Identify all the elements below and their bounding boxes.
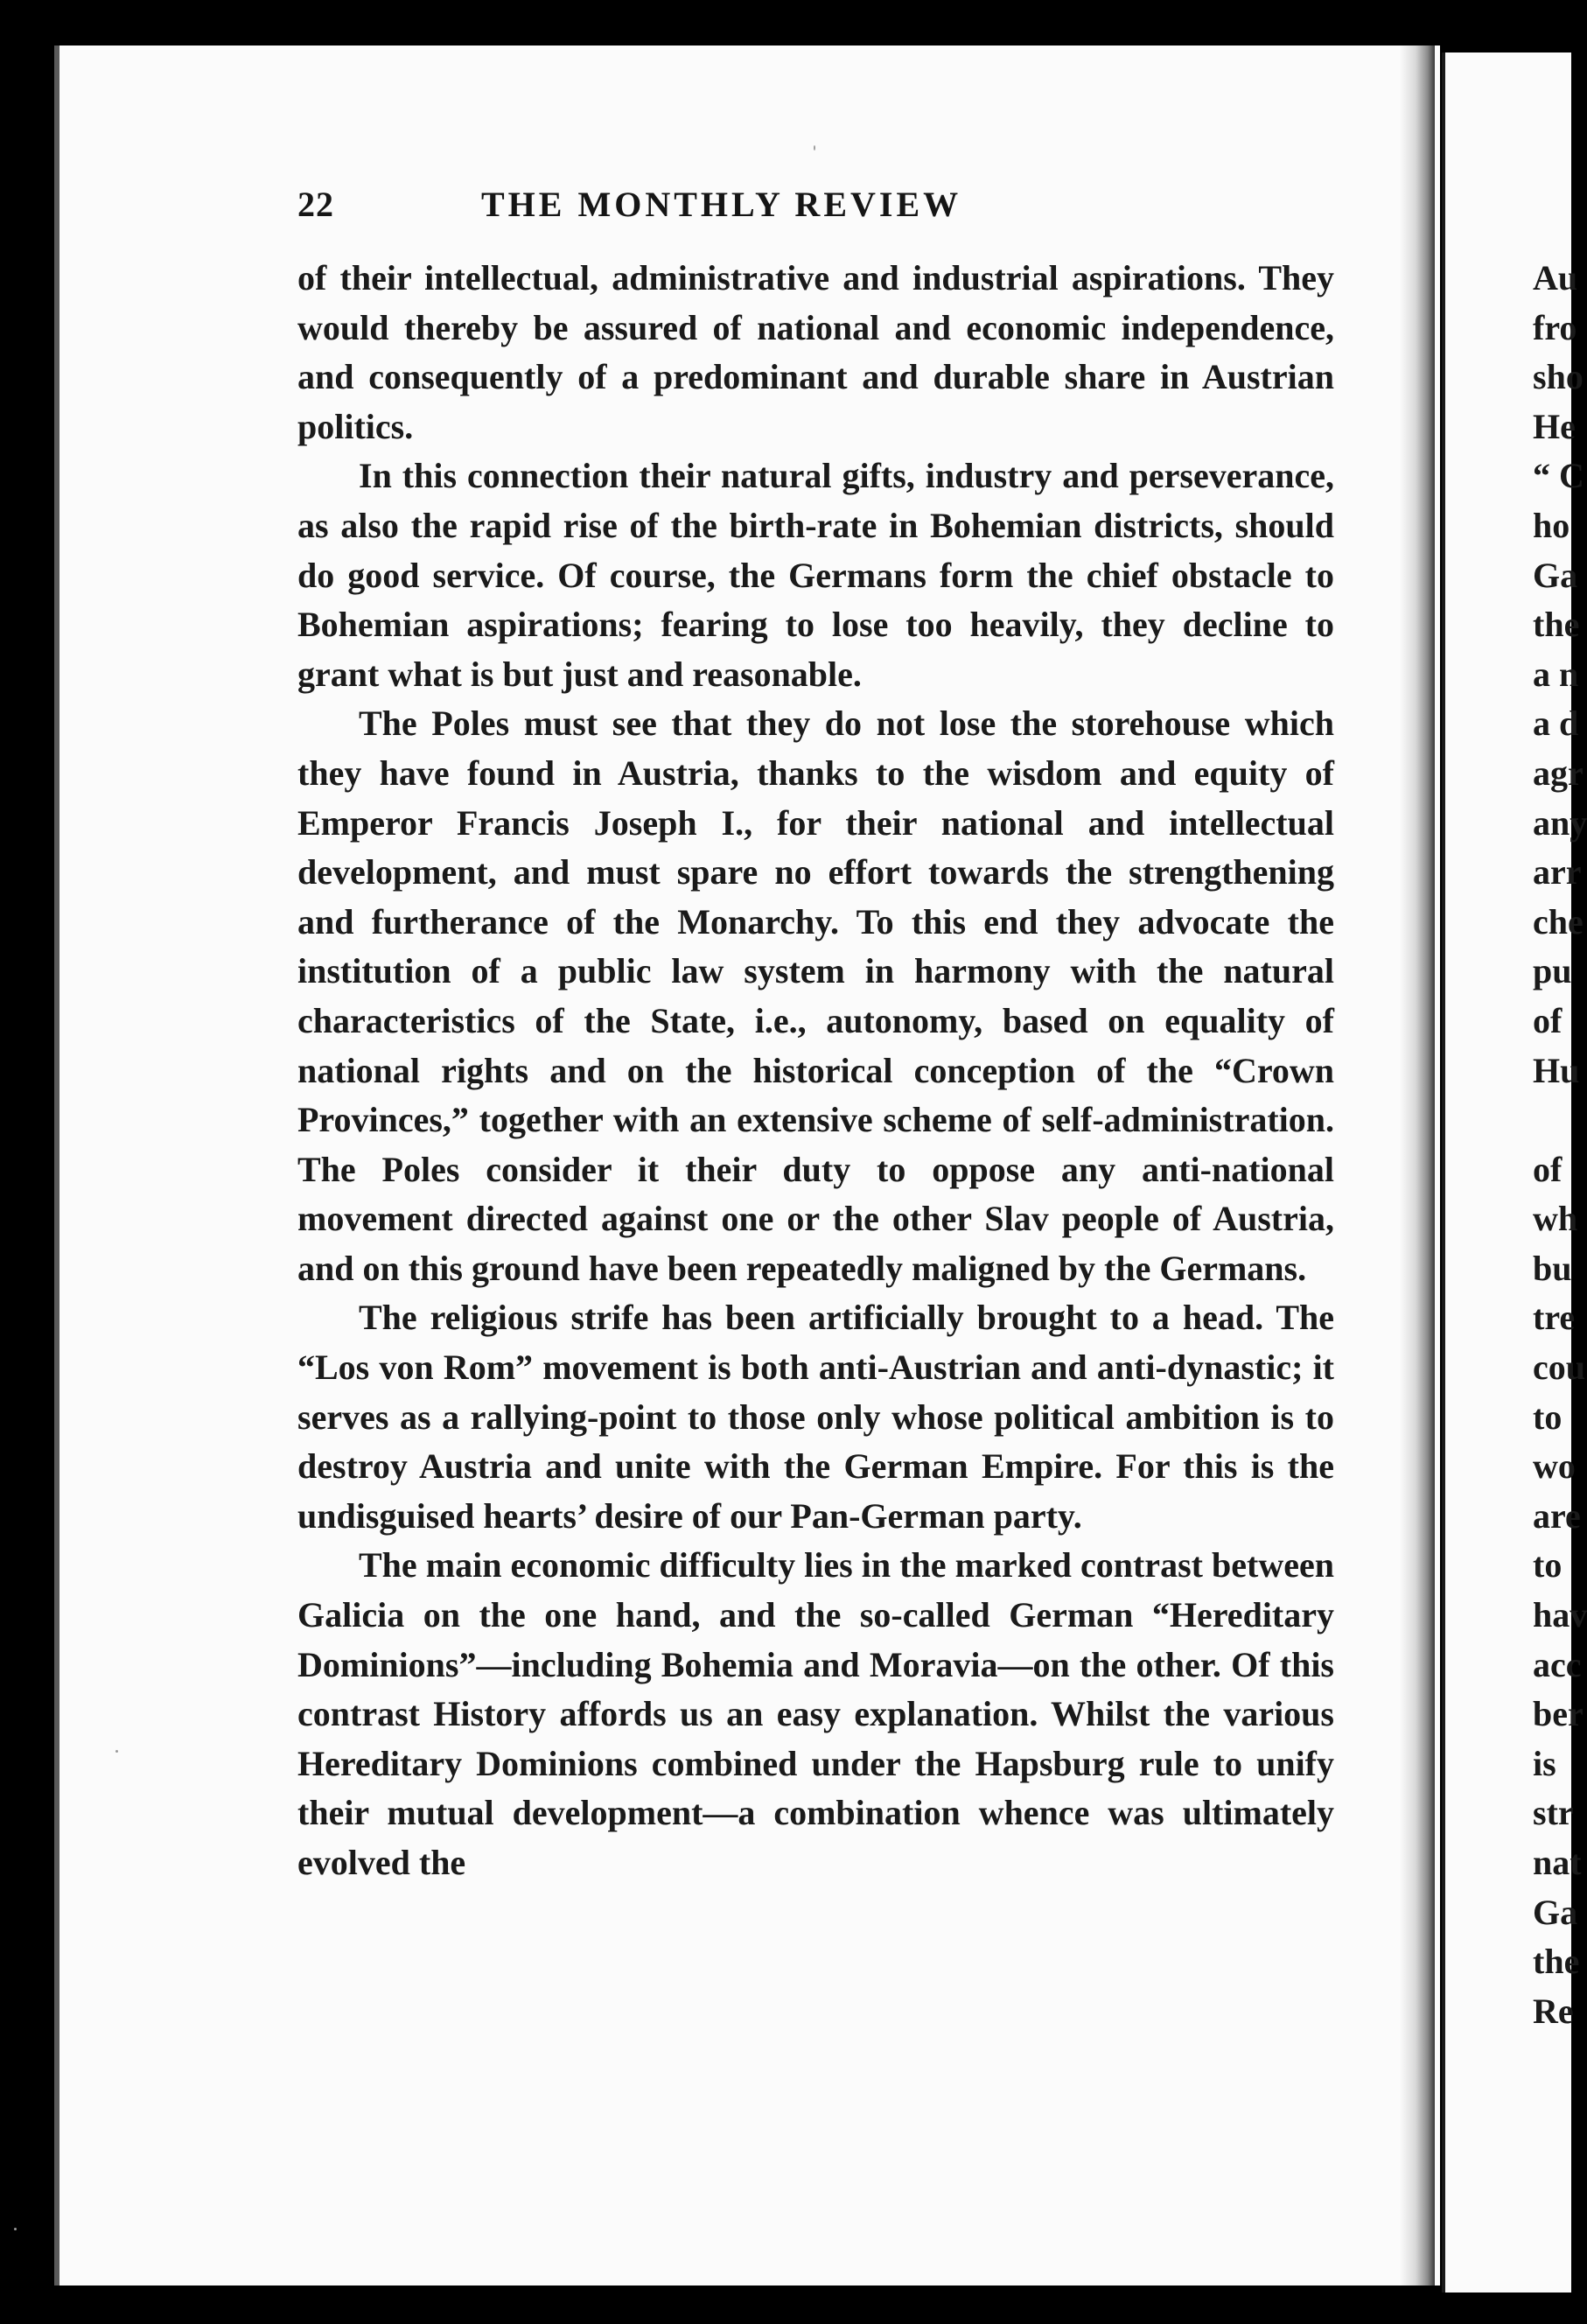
facing-line-fragment: ho [1533,505,1570,545]
paragraph-3: The Poles must see that they do not lose the storehouse which they have found in Austria, thanks to the wisdom and equity of Emperor Francis Joseph I., for their national and intellectual development, and must spare no effort towards the strengthening and furtherance of the Monarchy. To this end they advocate the institution of a public law system in harmony with the natural characteristics of the State, i.e., autonomy, based on equality of national rights and on the historical conception of the “Crown Provinces,” together with an extensive scheme of self-administration. The Poles consider it their duty to oppose any anti-national movement directed against one or the other Slav people of Austria, and on this ground have been repeatedly maligned by the Germans. [297,704,1334,1288]
facing-line-fragment: of [1533,1000,1563,1040]
facing-line-fragment: any [1533,802,1587,843]
facing-line-fragment: nat [1533,1843,1582,1882]
facing-line-fragment: pu [1533,951,1572,991]
facing-line-fragment: che [1533,901,1584,942]
facing-line-fragment: are [1533,1495,1581,1536]
paragraph-4: The religious strife has been artificially brought to a head. The “Los von Rom” movement is both anti-Austrian and anti-dynastic; it serves as a rallying-point to those only whose political ambition is to destroy Austria and unite with the German Empire. For this is the undisguised hearts’ desire of our Pan-German party. [297,1298,1334,1536]
facing-line-fragment: a d [1533,704,1579,744]
facing-line-fragment: He [1533,406,1576,446]
body-text [297,254,1334,1888]
facing-line-fragment: is [1533,1743,1556,1783]
facing-line-fragment: ber [1533,1694,1584,1734]
paper-speck [814,145,815,150]
facing-line-fragment: sho [1533,357,1584,397]
facing-line-fragment: Ga [1533,555,1578,595]
facing-line-fragment: tre [1533,1298,1576,1338]
facing-line-fragment: a n [1533,654,1579,694]
facing-line-fragment: acc [1533,1644,1582,1684]
page-number: 22 [297,185,334,224]
running-title: THE MONTHLY REVIEW [481,185,962,224]
paragraph-5: The main economic difficulty lies in the marked contrast between Galicia on the one hand, and the so-called German “Hereditary Dominions”—including Bohemia and Moravia—on the other. Of this contrast History affords us an easy explanation. Whilst the various Hereditary Dominions combined under the Hapsburg rule to unify their mutual development—a combination whence was ultimately evolved the [297,1545,1334,1882]
facing-line-fragment: Ga [1533,1892,1578,1932]
running-head [297,184,1330,236]
facing-line-fragment [1533,1096,1568,1145]
facing-line-fragment: the [1533,605,1580,645]
facing-page-text-fragments [1533,254,1587,2036]
facing-line-fragment: hav [1533,1595,1587,1635]
page-gutter [1400,46,1435,2286]
facing-line-fragment: fro [1533,307,1577,347]
facing-line-fragment: wh [1533,1199,1578,1239]
paper-speck [115,1750,118,1753]
facing-line-fragment: to [1533,1545,1563,1586]
facing-line-fragment: arr [1533,852,1582,892]
facing-line-fragment: str [1533,1793,1574,1833]
facing-line-fragment: the [1533,1942,1580,1982]
facing-line-fragment: “ C [1533,456,1584,496]
facing-line-fragment: of [1533,1149,1563,1189]
facing-line-fragment: agr [1533,752,1584,793]
facing-line-fragment: to [1533,1396,1563,1437]
facing-line-fragment: Au [1533,258,1578,298]
paragraph-1: of their intellectual, administrative and industrial aspirations. They would thereby be assured of national and economic independence, and consequently of a predominant and durable share in Austrian politics. [297,258,1334,446]
paragraph-2: In this connection their natural gifts, industry and perseverance, as also the rapid rise of the birth-rate in Bohemian districts, should do good service. Of course, the Germans form the chief obstacle to Bohemian aspirations; fearing to lose too heavily, they decline to grant what is but just and reasonable. [297,456,1334,694]
facing-line-fragment: Hu [1533,1050,1580,1090]
facing-line-fragment: bu [1533,1248,1572,1288]
facing-line-fragment: cou [1533,1348,1585,1388]
facing-line-fragment: Re [1533,1991,1574,2031]
facing-line-fragment: wo [1533,1446,1576,1487]
paper-speck [14,2228,17,2230]
